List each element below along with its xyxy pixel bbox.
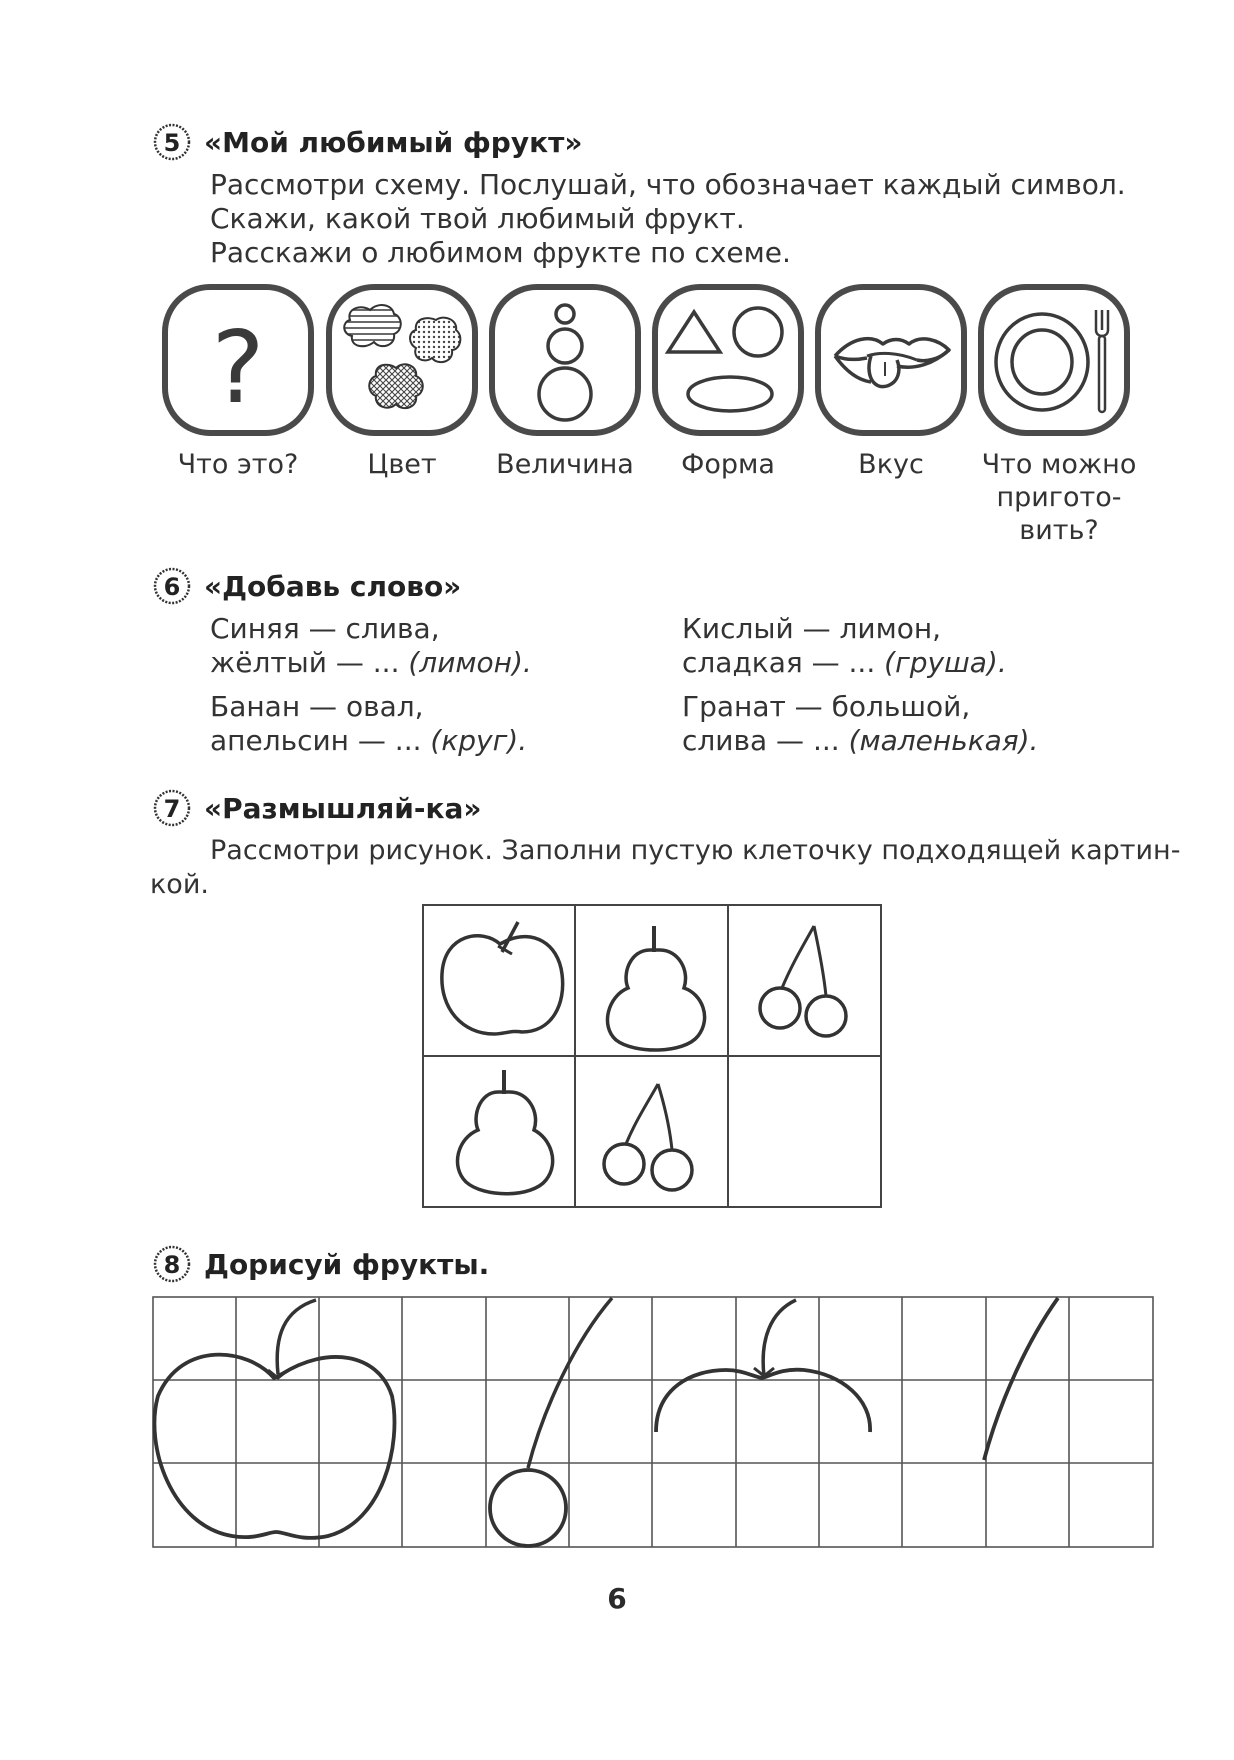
symbol-label: Что можно пригото-вить? xyxy=(981,449,1137,546)
symbol-label: Величина xyxy=(496,449,634,480)
task-number: 8 xyxy=(163,1251,181,1279)
empty-cell[interactable] xyxy=(728,1056,881,1207)
instruction-line: Рассмотри схему. Послушай, что обозначает каждый символ. xyxy=(210,168,1126,201)
page-number: 6 xyxy=(607,1582,627,1615)
apple-icon xyxy=(442,922,563,1034)
answer: (маленькая). xyxy=(848,724,1039,757)
task-number-badge xyxy=(152,1244,192,1284)
pair-line: сладкая — ... (груша). xyxy=(682,646,1007,679)
task-number: 7 xyxy=(163,795,181,823)
apple-icon xyxy=(154,1300,394,1538)
instruction-line: Расскажи о любимом фрукте по схеме. xyxy=(210,236,791,269)
symbol-label: Цвет xyxy=(367,449,437,480)
pair-line: Синяя — слива, xyxy=(210,612,440,645)
task-number: 5 xyxy=(163,129,181,157)
task-title: «Размышляй-ка» xyxy=(204,792,482,825)
size-circles-icon xyxy=(489,284,641,436)
pair-line: жёлтый — ... (лимон). xyxy=(210,646,532,679)
instruction-line: кой. xyxy=(150,869,209,900)
drawing-grid[interactable] xyxy=(152,1296,1154,1548)
task-title: «Добавь слово» xyxy=(204,570,462,603)
cherry-icon xyxy=(604,1084,692,1190)
cherry-icon xyxy=(760,926,846,1036)
task-number: 6 xyxy=(163,573,181,601)
task-number-badge xyxy=(152,122,192,162)
instruction-line: Рассмотри рисунок. Заполни пустую клеточку подходящей картин- xyxy=(210,835,1181,866)
answer: (круг). xyxy=(430,724,528,757)
pair-line: Кислый — лимон, xyxy=(682,612,942,645)
pair-line: апельсин — ... (круг). xyxy=(210,724,528,757)
instruction-line: Скажи, какой твой любимый фрукт. xyxy=(210,202,745,235)
plate-fork-icon xyxy=(978,284,1130,436)
lips-tongue-icon xyxy=(815,284,967,436)
pair-line: Банан — овал, xyxy=(210,690,424,723)
apple-outline-guide xyxy=(656,1300,870,1432)
task-title: Дорисуй фрукты. xyxy=(204,1248,490,1281)
pair-line: Гранат — большой, xyxy=(682,690,971,723)
answer: (груша). xyxy=(884,646,1007,679)
task-number-badge xyxy=(152,566,192,606)
cherry-icon xyxy=(490,1298,612,1546)
pair-line: слива — ... (маленькая). xyxy=(682,724,1039,757)
question-mark-icon xyxy=(162,284,314,436)
task-number-badge xyxy=(152,788,192,828)
answer: (лимон). xyxy=(408,646,532,679)
question-glyph: ? xyxy=(211,309,265,426)
fruit-pattern-grid xyxy=(422,904,882,1208)
task-title: «Мой любимый фрукт» xyxy=(204,126,583,159)
shapes-icon xyxy=(652,284,804,436)
pear-icon xyxy=(607,926,704,1050)
color-blobs-icon xyxy=(326,284,478,436)
symbol-label: Вкус xyxy=(858,449,924,480)
symbol-label: Что это? xyxy=(177,449,299,480)
symbol-label: Форма xyxy=(681,449,775,480)
pear-icon xyxy=(457,1070,552,1194)
cherry-stem-guide xyxy=(984,1298,1058,1460)
